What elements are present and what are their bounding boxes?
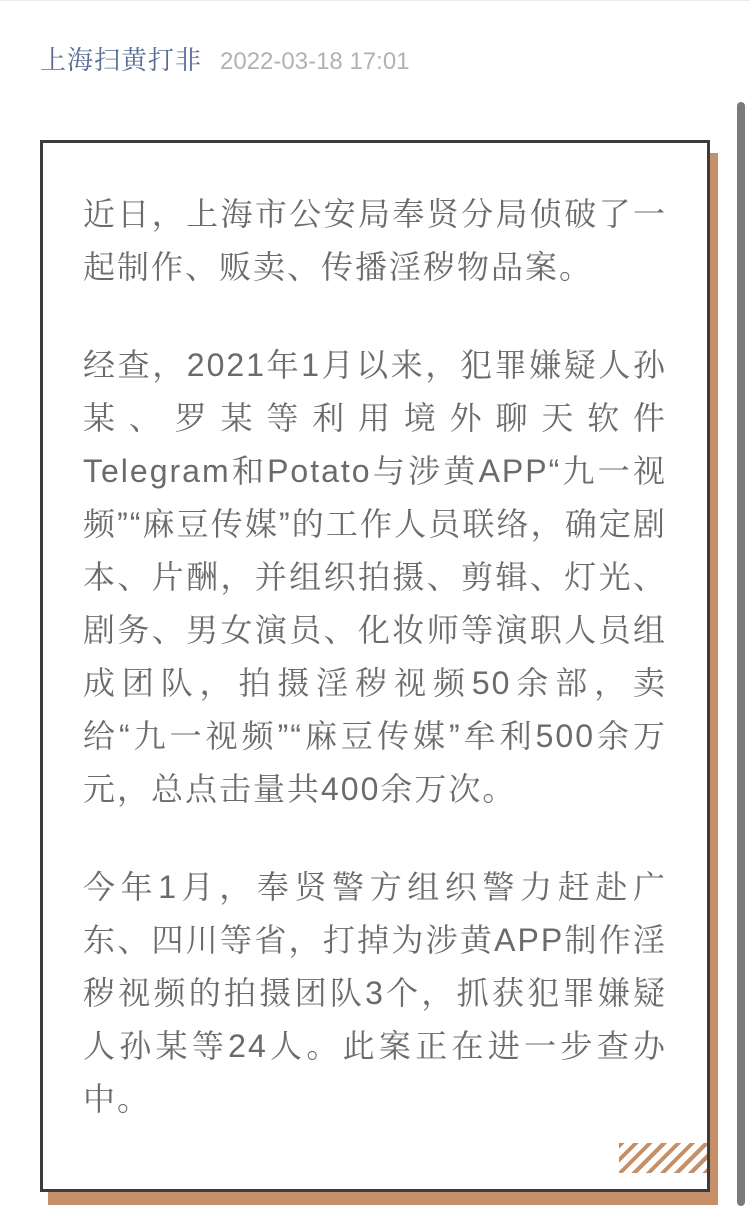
top-divider: [0, 0, 750, 1]
account-name-link[interactable]: 上海扫黄打非: [40, 45, 203, 75]
article-card: [40, 140, 710, 1192]
article-paragraph: 近日，上海市公安局奉贤分局侦破了一起制作、贩卖、传播淫秽物品案。: [83, 196, 667, 285]
diagonal-stripes-decoration: [619, 1143, 707, 1173]
article-header: [40, 40, 410, 77]
article-paragraph: 经查，2021年1月以来，犯罪嫌疑人孙某、罗某等利用境外聊天软件Telegram和Potato与涉黄APP“九一视频”“麻豆传媒”的工作人员联络，确定剧本、片酬，并组织拍摄、剪辑、灯光、剧务、男女演员、化妆师等演职人员组成团队，拍摄淫秽视频50余部，卖给“九一视频”“麻豆传媒”牟利500余万元，总点击量共400余万次。: [83, 347, 667, 807]
scrollbar[interactable]: [737, 102, 745, 1206]
publish-timestamp: 2022-03-18 17:01: [220, 48, 410, 75]
article-paragraph: 今年1月，奉贤警方组织警力赶赴广东、四川等省，打掉为涉黄APP制作淫秽视频的拍摄团队3个，抓获犯罪嫌疑人孙某等24人。此案正在进一步查办中。: [83, 869, 667, 1117]
